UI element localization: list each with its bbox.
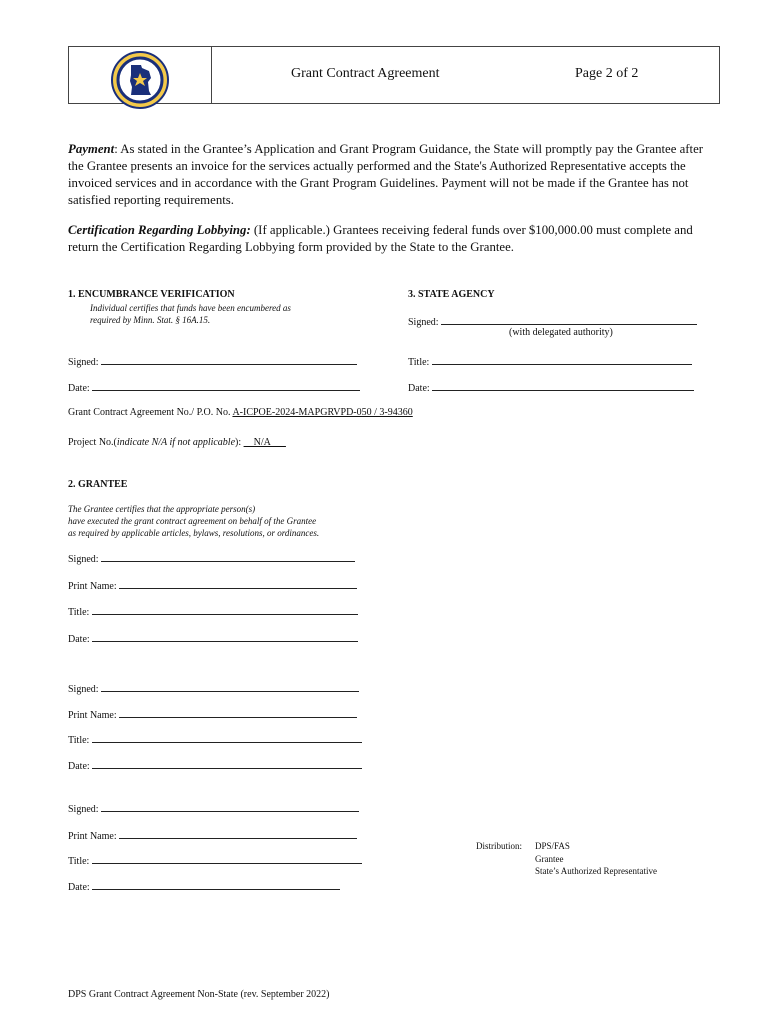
grantee-print-field-2[interactable] <box>119 707 357 718</box>
state-date-label: Date: <box>408 383 430 394</box>
encumbrance-signed-label: Signed: <box>68 357 99 368</box>
distribution-item: State’s Authorized Representative <box>535 866 657 876</box>
grantee-signed-field-2[interactable] <box>101 681 359 692</box>
grantee-title-row-3 <box>68 853 362 867</box>
lobbying-paragraph <box>68 222 718 256</box>
grantee-date-field-3[interactable] <box>92 879 340 890</box>
grantee-print-label-1: Print Name: <box>68 581 117 592</box>
grantee-title-label-2: Title: <box>68 735 90 746</box>
contract-number-row <box>68 407 413 418</box>
encumbrance-signed-row <box>68 354 357 368</box>
grantee-print-label-2: Print Name: <box>68 710 117 721</box>
lobbying-label: Certification Regarding Lobbying: <box>68 223 251 237</box>
grantee-print-field-3[interactable] <box>119 828 357 839</box>
footer-text: DPS Grant Contract Agreement Non-State (rev. September 2022) <box>68 989 330 1000</box>
state-signed-label: Signed: <box>408 317 439 328</box>
grantee-title-label-3: Title: <box>68 856 90 867</box>
grantee-date-field-1[interactable] <box>92 631 358 642</box>
encumbrance-note-2: required by Minn. Stat. § 16A.15. <box>90 315 211 325</box>
project-number-label-end: ): <box>235 437 242 448</box>
grantee-print-row-3 <box>68 828 357 842</box>
grantee-title-field-1[interactable] <box>92 604 358 615</box>
encumbrance-signed-field[interactable] <box>101 354 357 365</box>
grantee-print-row-1 <box>68 578 357 592</box>
grantee-date-row-3 <box>68 879 340 893</box>
state-agency-heading: 3. STATE AGENCY <box>408 289 495 300</box>
payment-text: : As stated in the Grantee’s Application and Grant Program Guidance, the State will promptly pay the Grantee after the Grantee presents an invoice for the services actually performed and the State's Authorized Representative accepts the invoiced services and in accordance with the Grant Program Guidelines. Payment will not be made if the Grantee has not satisfied reporting requirements. <box>68 142 704 207</box>
grantee-signed-field-1[interactable] <box>101 551 355 562</box>
grantee-date-field-2[interactable] <box>92 758 362 769</box>
grantee-note-1: The Grantee certifies that the appropriate person(s) <box>68 504 256 514</box>
state-title-field[interactable] <box>432 354 692 365</box>
payment-label: Payment <box>68 142 115 156</box>
grantee-title-row-2 <box>68 732 362 746</box>
state-signed-row <box>408 314 697 328</box>
grantee-print-field-1[interactable] <box>119 578 357 589</box>
grantee-signed-row-3 <box>68 801 359 815</box>
grantee-signed-row-2 <box>68 681 359 695</box>
lobbying-text: (If applicable.) Grantees receiving federal funds over $100,000.00 must complete and return the Certification Regarding Lobbying form provided by the State to the Grantee. <box>68 223 693 254</box>
grantee-date-label-1: Date: <box>68 634 90 645</box>
document-title: Grant Contract Agreement <box>291 66 440 81</box>
grantee-signed-label-3: Signed: <box>68 804 99 815</box>
grantee-note-3: as required by applicable articles, bylaws, resolutions, or ordinances. <box>68 528 320 538</box>
state-date-field[interactable] <box>432 380 694 391</box>
header-divider <box>211 47 212 103</box>
distribution-item: Grantee <box>535 854 564 864</box>
payment-paragraph <box>68 141 718 209</box>
grantee-print-label-3: Print Name: <box>68 831 117 842</box>
grantee-title-label-1: Title: <box>68 607 90 618</box>
project-number-note: indicate N/A if not applicable <box>116 437 236 448</box>
grantee-date-label-3: Date: <box>68 882 90 893</box>
grantee-signed-label-2: Signed: <box>68 684 99 695</box>
state-title-row <box>408 354 692 368</box>
distribution-item: DPS/FAS <box>535 841 570 851</box>
grantee-date-label-2: Date: <box>68 761 90 772</box>
grantee-title-field-3[interactable] <box>92 853 362 864</box>
grantee-title-row-1 <box>68 604 358 618</box>
state-title-label: Title: <box>408 357 430 368</box>
project-number-row <box>68 437 286 448</box>
state-delegated-note: (with delegated authority) <box>509 327 613 338</box>
grantee-title-field-2[interactable] <box>92 732 362 743</box>
contract-number-label: Grant Contract Agreement No./ P.O. No. <box>68 407 231 418</box>
encumbrance-date-field[interactable] <box>92 380 360 391</box>
minnesota-seal-icon <box>111 51 169 109</box>
state-signed-field[interactable] <box>441 314 697 325</box>
distribution-label: Distribution: <box>476 841 523 851</box>
contract-number-value: A-ICPOE-2024-MAPGRVPD-050 / 3-94360 <box>232 407 413 418</box>
encumbrance-heading: 1. ENCUMBRANCE VERIFICATION <box>68 289 235 300</box>
encumbrance-date-row <box>68 380 360 394</box>
encumbrance-date-label: Date: <box>68 383 90 394</box>
project-number-value: __N/A___ <box>243 437 286 448</box>
grantee-signed-row-1 <box>68 551 355 565</box>
document-header <box>68 46 720 104</box>
grantee-date-row-1 <box>68 631 358 645</box>
grantee-signed-label-1: Signed: <box>68 554 99 565</box>
encumbrance-note-1: Individual certifies that funds have been encumbered as <box>90 303 291 313</box>
grantee-note-2: have executed the grant contract agreement on behalf of the Grantee <box>68 516 317 526</box>
grantee-print-row-2 <box>68 707 357 721</box>
grantee-date-row-2 <box>68 758 362 772</box>
grantee-signed-field-3[interactable] <box>101 801 359 812</box>
state-date-row <box>408 380 694 394</box>
project-number-label: Project No.( <box>68 437 117 448</box>
page-number: Page 2 of 2 <box>575 66 639 81</box>
grantee-heading: 2. GRANTEE <box>68 479 128 490</box>
